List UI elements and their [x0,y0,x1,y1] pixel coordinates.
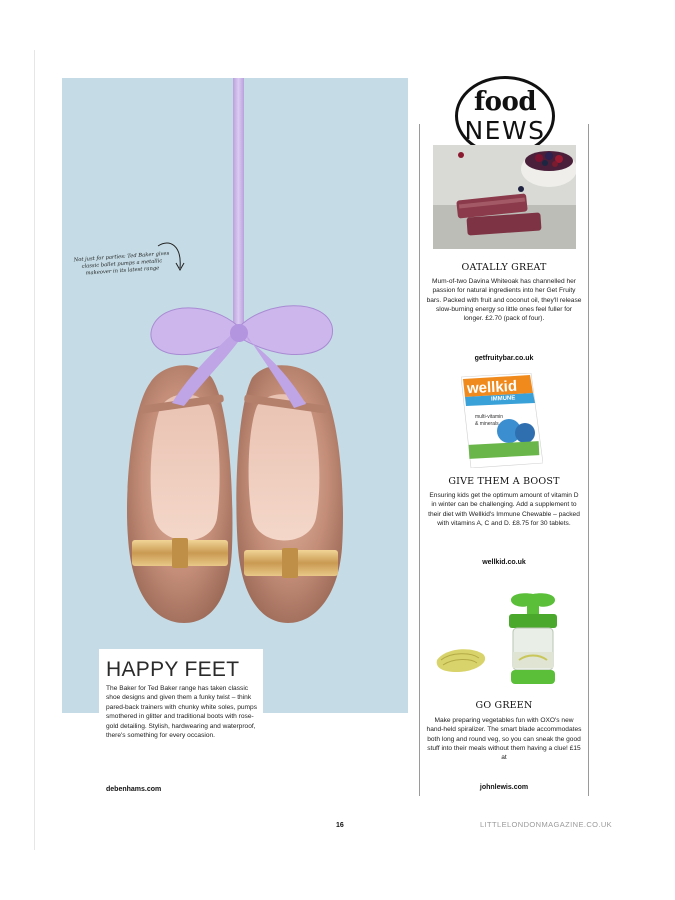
sidebar-rule-right [588,124,589,796]
site-url[interactable]: LITTLELONDONMAGAZINE.CO.UK [480,820,613,829]
happy-feet-title: HAPPY FEET [106,658,240,681]
oat-bars-image [433,145,576,249]
badge-food: food [473,87,537,117]
svg-text:& minerals: & minerals [475,421,499,427]
item-1-body: Mum-of-two Davina Whiteoak has channelled her passion for natural ingredients into her Get Fruity bars. Packed with fruit and coconut oil, they'll release slow-burning energy so little ones feel fuller for longer. £2.70 (pack of four). [426,278,582,323]
wellkid-pack-image [461,373,543,468]
svg-text:multi-vitamin: multi-vitamin [475,414,504,420]
page-edge [34,50,35,850]
item-1-link[interactable]: getfruitybar.co.uk [474,355,534,362]
shoes-illustration [62,78,408,713]
item-3-heading: GO GREEN [475,700,533,711]
item-2-heading: GIVE THEM A BOOST [448,476,560,487]
wellkid-pack-sub: IMMUNE [490,395,516,403]
photo-caption: Not just for parties: Ted Baker gives classic ballet pumps a metallic makeover in its latest range [73,250,170,277]
spiralizer-image [431,590,581,694]
badge-news: NEWS [464,116,546,145]
happy-feet-link[interactable]: debenhams.com [106,786,162,793]
shoes-photo [62,78,408,713]
sidebar-rule-left [419,124,420,796]
item-1-heading: OATALLY GREAT [461,262,547,273]
page-number: 16 [336,822,344,829]
item-2-body: Ensuring kids get the optimum amount of vitamin D in winter can be challenging. Add a supplement to their diet with Wellkid's Immune Chewable – packed with vitamins A, C and D. £8.75 for 30 tablets. [428,492,580,527]
item-3-link[interactable]: johnlewis.com [479,784,529,791]
item-3-body: Make preparing vegetables fun with OXO's new hand-held spiralizer. The smart blade accommodates both long and round veg, so you can sneak the good stuff into their meals without them having a clue! £15 at [426,717,582,762]
item-2-link[interactable]: wellkid.co.uk [482,559,526,566]
wellkid-pack-brand: wellkid [466,377,518,398]
happy-feet-body: The Baker for Ted Baker range has taken classic shoe designs and given them a funky twist – think pared-back trainers with chunky white soles, pumps smothered in glitter and traditional boots with rose-gold detailing. Stylish, hardwearing and waterproof, there's something for every occasion. [106,685,257,740]
